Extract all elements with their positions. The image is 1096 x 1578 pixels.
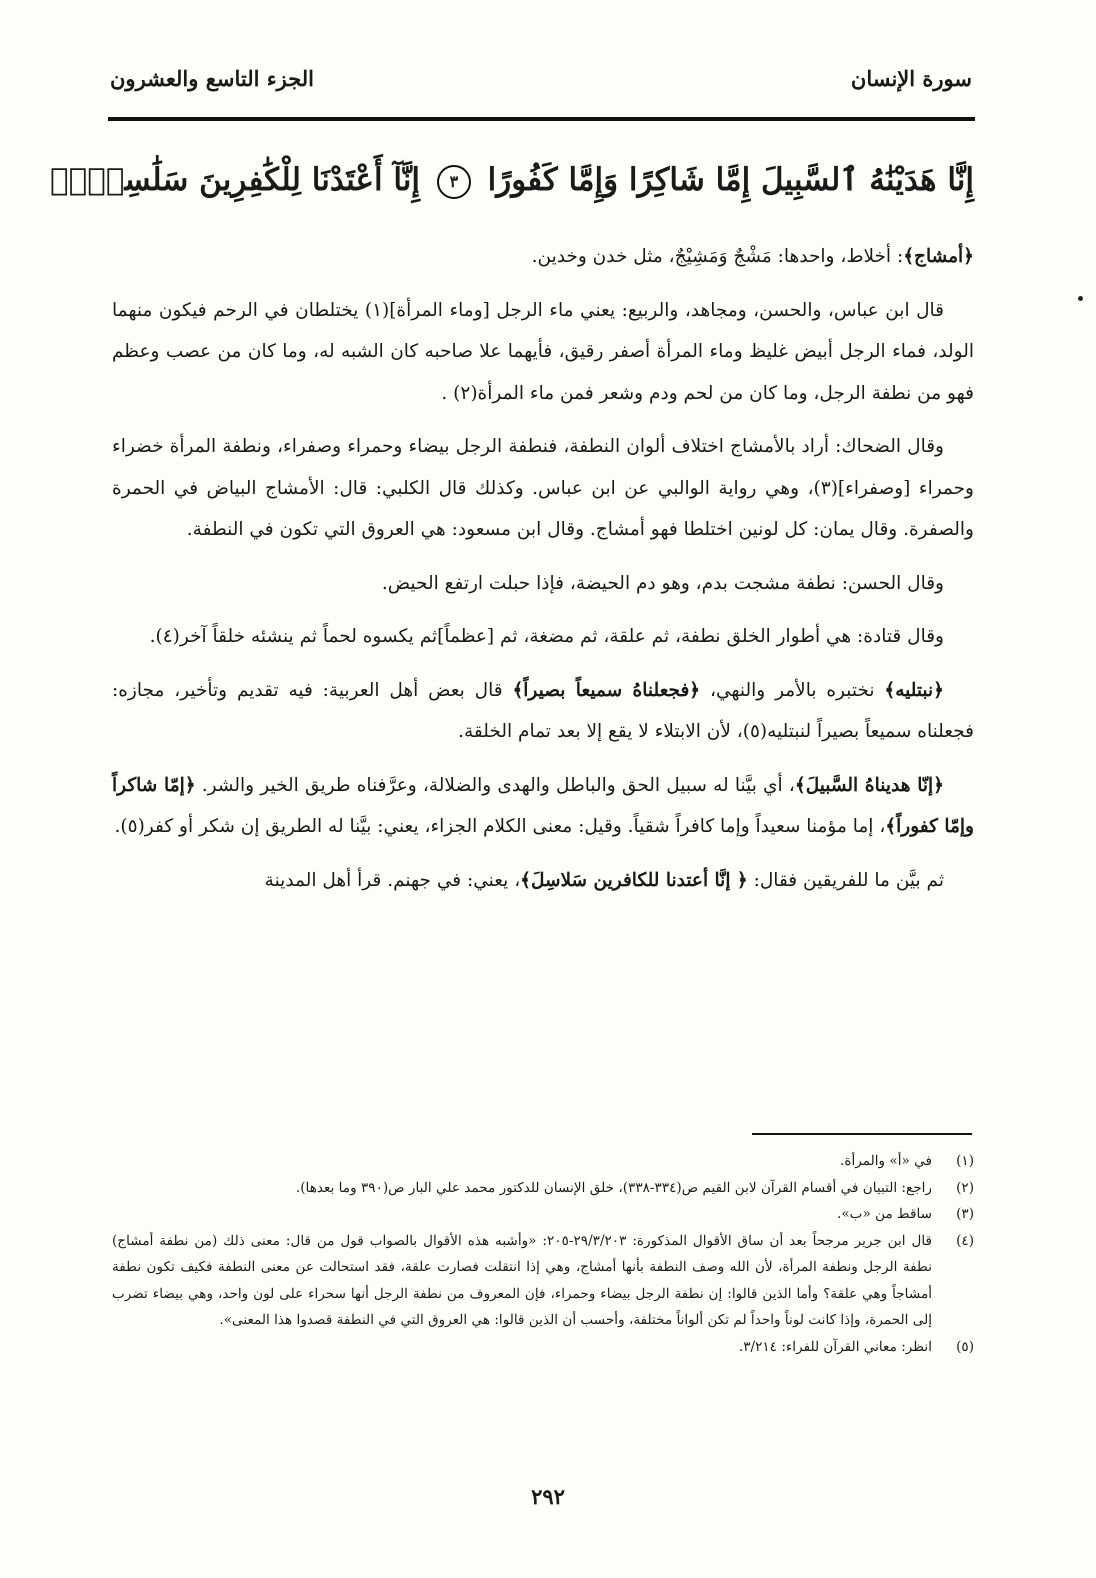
footnote-number: (٢) <box>956 1179 974 1196</box>
quran-verse <box>50 150 974 214</box>
paragraph <box>112 670 974 753</box>
footnote-number: (٤) <box>956 1232 974 1249</box>
verse-part-2: إِنَّآ أَعْتَدْنَا لِلْكَٰفِرِينَ سَلَٰسِلَا۟ <box>50 162 421 198</box>
footnote-text: ساقط من «ب». <box>837 1206 932 1222</box>
footnotes <box>112 1148 974 1360</box>
paragraph-text: ، يعني: في جهنم. قرأ أهل المدينة <box>264 869 521 891</box>
quoted-term: ﴿إمّا شاكراً وإمّا كفوراً﴾ <box>112 774 974 837</box>
paragraph: وقال قتادة: هي أطوار الخلق نطفة، ثم علقة، ثم مضغة، ثم [عظماً]ثم يكسوه لحماً ثم ينشئه خلقاً آخر(٤). <box>149 626 944 647</box>
paragraph: وقال الحسن: نطفة مشجت بدم، وهو دم الحيضة، فإذا حبلت ارتفع الحيض. <box>381 572 944 594</box>
paragraph: وقال الضحاك: أراد بالأمشاج اختلاف ألوان النطفة، فنطفة الرجل بيضاء وحمراء وصفراء، ونطفة المرأة خضراء وحمراء [وصفراء](٣)، وهي رواية الوالبي عن ابن عباس. وكذلك قال الكلبي: قال: الأمشاج البياض في الحمرة والصفرة. وقال يمان: كل لونين اختلطا فهو أمشاج. وقال ابن مسعود: هي العروق التي تكون في النطفة. <box>112 436 974 540</box>
header-rule <box>108 117 975 121</box>
footnote <box>112 1334 974 1361</box>
footnote-text: راجع: التبيان في أقسام القرآن لابن القيم ص(٣٣٤-٣٣٨)، خلق الإنسان للدكتور محمد علي البار ص(٣٩٠ وما بعدها). <box>295 1179 932 1196</box>
paragraph <box>112 236 974 278</box>
paragraph-text: نختبره بالأمر والنهي، <box>700 679 885 701</box>
footnote-rule <box>752 1133 972 1135</box>
ayah-number-marker: ٣ <box>437 165 471 199</box>
footnote-text: في «أ» والمرأة. <box>840 1153 932 1169</box>
page-number: ٢٩٢ <box>531 1484 565 1509</box>
footnote <box>112 1228 974 1334</box>
footnote-text: قال ابن جرير مرجحاً بعد أن ساق الأقوال المذكورة: ٢٩/٣/٢٠٣-٢٠٥: «وأشبه هذه الأقوال بالصواب قول من قال: معنى ذلك (من نطفة أمشاج) نطفة الرجل ونطفة المرأة، لأن الله وصف النطفة بأنها أمشاج، وهي إذا انتقلت فصارت علقة، فقد استحالت عن معنى النطفة فكيف تكون نطفة أمشاجاً وهي علقة؟ وأما الذين قالوا: إن نطفة الرجل بيضاء وحمراء، فإن المعروف من نطفة الرجل أنها سحراء على لون واحد، وهي بيضاء تضرب إلى الحمرة، وإذا كانت لوناً واحداً لم تكن ألواناً مختلفة، وأحسب أن الذين قالوا: هي العروق التي في النطفة قصدوا هذا المعنى». <box>112 1232 933 1328</box>
footnote <box>112 1148 974 1175</box>
paragraph-text: قال بعض أهل العربية: فيه تقديم وتأخير، مجازه: فجعلناه سميعاً بصيراً لنبتليه(٥)، لأن الابتلاء لا يقع إلا بعد تمام الخلقة. <box>112 679 974 742</box>
footnote-number: (١) <box>956 1153 974 1169</box>
quoted-term: ﴿فجعلناهُ سميعاً بصيراً﴾ <box>512 679 701 701</box>
paragraph-text: : أخلاط، واحدها: مَشْجٌ وَمَشِيْجٌ، مثل خدن وخدين. <box>531 246 904 267</box>
quoted-term: ﴿ إنَّا أعتدنا للكافرين سَلاسِلَ﴾ <box>520 869 748 891</box>
paragraph-text: ثم بيَّن ما للفريقين فقال: <box>747 869 944 891</box>
footnote-text: انظر: معاني القرآن للفراء: ٣/٢١٤. <box>738 1338 932 1355</box>
footnote <box>112 1175 974 1202</box>
footnote <box>112 1201 974 1228</box>
paragraph <box>112 860 974 902</box>
juz-title: الجزء التاسع والعشرون <box>110 65 315 91</box>
paragraph-text: ، أي بيَّنا له سبيل الحق والباطل والهدى والضلالة، وعرَّفناه طريق الخير والشر. <box>195 774 795 796</box>
paragraph-text: ، إما مؤمنا سعيداً وإما كافراً شقياً. وقيل: معنى الكلام الجزاء، يعني: بيَّنا له الطريق إن شكر أو كفر(٥). <box>114 816 886 837</box>
paragraph: قال ابن عباس، والحسن، ومجاهد، والربيع: يعني ماء الرجل [وماء المرأة](١) يختلطان في الرحم فيكون منهما الولد، فماء الرجل أبيض غليظ وماء المرأة أصفر رقيق، فأيهما علا صاحبه كان الشبه له، وما كان من عصب وعظم فهو من نطفة الرجل، وما كان من لحم ودم وشعر فمن ماء المرأة(٢) . <box>112 299 974 404</box>
page-header <box>110 58 972 98</box>
commentary-body <box>112 236 974 913</box>
footnote-number: (٥) <box>956 1338 974 1355</box>
quoted-term: ﴿إنّا هديناهُ السَّبيلَ﴾ <box>794 774 944 796</box>
quoted-term: ﴿أمشاج﴾ <box>903 246 974 267</box>
paragraph <box>112 765 974 848</box>
scan-speck <box>1078 296 1083 301</box>
surah-title: سورة الإنسان <box>850 65 972 91</box>
quoted-term: ﴿نبتليه﴾ <box>884 679 944 701</box>
footnote-number: (٣) <box>956 1206 974 1222</box>
verse-part-1: إِنَّا هَدَيْنَٰهُ ٱلسَّبِيلَ إِمَّا شَاكِرًا وَإِمَّا كَفُورًا <box>487 162 974 198</box>
